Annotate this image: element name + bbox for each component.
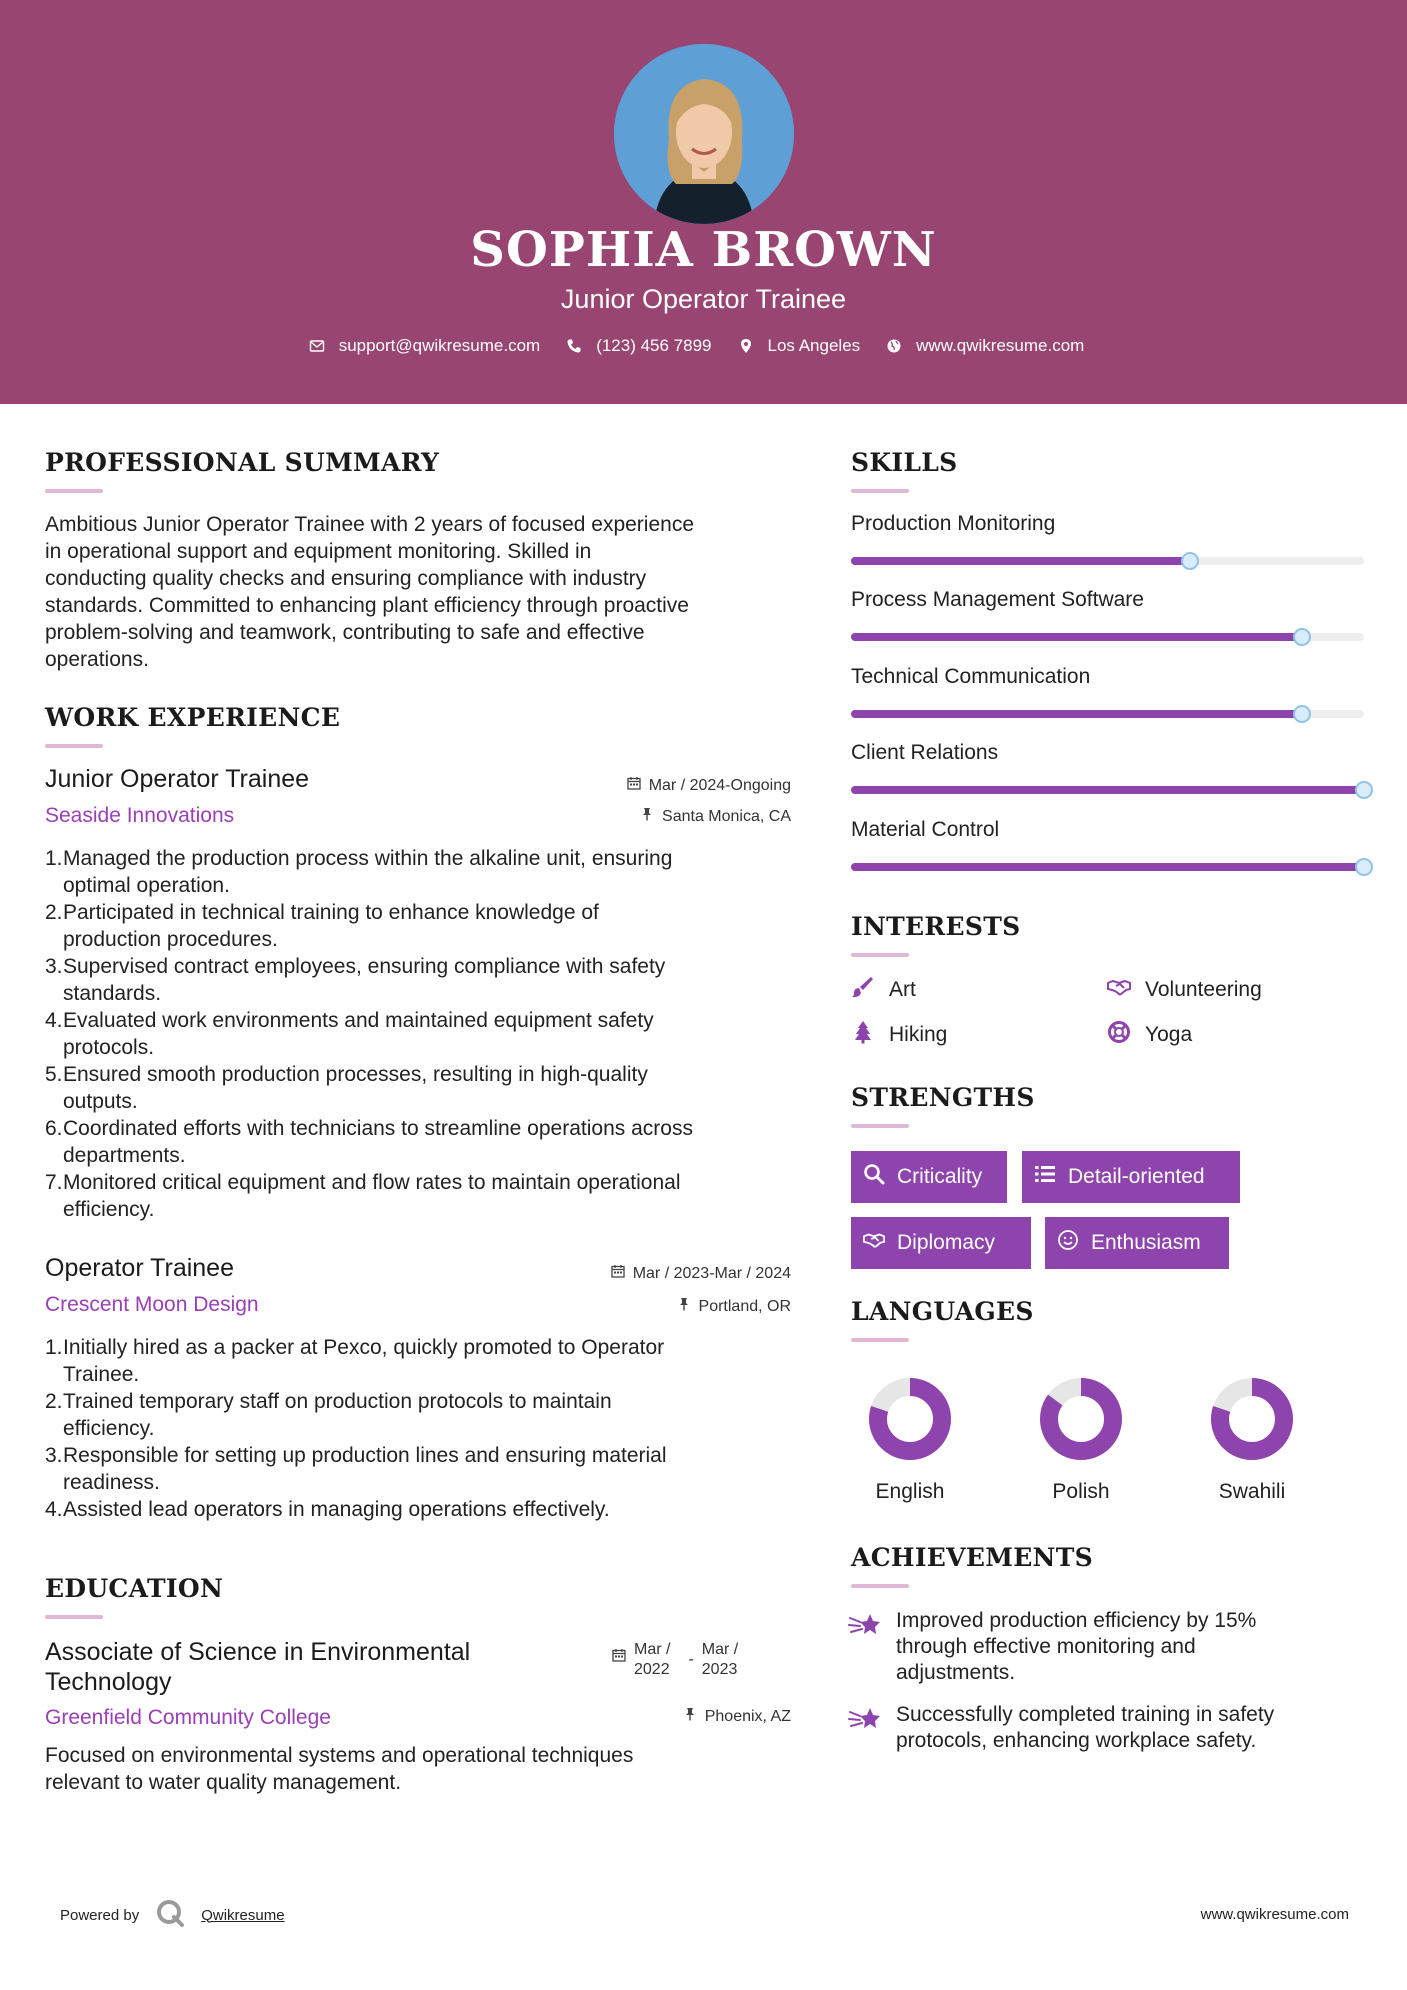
- education-heading: EDUCATION: [45, 1574, 224, 1603]
- language-item: [1021, 1376, 1141, 1504]
- skill-bar-fill: [851, 786, 1364, 794]
- phone-icon: [566, 338, 582, 354]
- skill-label: Process Management Software: [851, 588, 1144, 611]
- interest-label: Art: [889, 978, 916, 1001]
- skill-bar-knob: [1355, 858, 1373, 876]
- languages-underline: [851, 1338, 909, 1342]
- summary-text: [45, 511, 805, 673]
- date-start-year: 2022: [634, 1661, 670, 1678]
- summary-line: conducting quality checks and ensuring compliance with industry: [45, 567, 647, 590]
- skill-label: Production Monitoring: [851, 512, 1056, 535]
- education-line: relevant to water quality management.: [45, 1771, 402, 1794]
- achievement-item: [848, 1608, 1368, 1686]
- skill-bar: [851, 557, 1364, 565]
- strength-badge: [851, 1151, 1007, 1203]
- interest-label: Hiking: [889, 1023, 948, 1046]
- tree-icon: [851, 1020, 875, 1050]
- contact-website[interactable]: www.qwikresume.com: [916, 336, 1085, 355]
- interest-item: [851, 975, 916, 1005]
- date-start-month: Mar /: [634, 1641, 671, 1658]
- shooting-star-icon: [848, 1702, 882, 1754]
- strength-label: Diplomacy: [897, 1231, 996, 1254]
- job-dates-text: Mar / 2024-Ongoing: [648, 776, 791, 794]
- skill-bar-fill: [851, 863, 1364, 871]
- achievement-item: [848, 1702, 1368, 1754]
- summary-line: in operational support and equipment monitoring. Skilled in: [45, 540, 592, 563]
- interests-underline: [851, 953, 909, 957]
- language-donut: [867, 1376, 953, 1462]
- language-item: [1192, 1376, 1312, 1504]
- job-title: Operator Trainee: [45, 1254, 234, 1282]
- contact-bar: [0, 336, 1407, 356]
- job-duties: [45, 845, 815, 1223]
- language-donut: [1209, 1376, 1295, 1462]
- interest-item: [1107, 1020, 1192, 1050]
- degree-line: Technology: [45, 1668, 172, 1696]
- list-item: 3. Supervised contract employees, ensuring compliance with safety standards.: [45, 955, 666, 1005]
- candidate-title: Junior Operator Trainee: [560, 284, 847, 314]
- language-donut: [1038, 1376, 1124, 1462]
- job-dates-text: Mar / 2023-Mar / 2024: [632, 1264, 791, 1282]
- pushpin-icon: [677, 1297, 691, 1316]
- skill-bar: [851, 710, 1364, 718]
- strengths-heading: STRENGTHS: [851, 1083, 1035, 1112]
- interest-label: Yoga: [1145, 1023, 1193, 1046]
- strength-label: Detail-oriented: [1068, 1165, 1205, 1188]
- education-location-text: Phoenix, AZ: [704, 1707, 791, 1725]
- achievement-line: through effective monitoring and: [896, 1635, 1196, 1658]
- search-icon: [863, 1163, 885, 1191]
- education-underline: [45, 1615, 103, 1619]
- powered-by-label: Powered by: [60, 1906, 140, 1924]
- strength-badge: [851, 1217, 1031, 1269]
- languages-heading: LANGUAGES: [851, 1297, 1034, 1326]
- list-icon: [1034, 1163, 1056, 1191]
- education-description: [45, 1742, 805, 1796]
- skill-label: Material Control: [851, 818, 1000, 841]
- summary-heading: PROFESSIONAL SUMMARY: [45, 448, 440, 477]
- interests-heading: INTERESTS: [851, 912, 1021, 941]
- achievement-line: protocols, enhancing workplace safety.: [896, 1729, 1257, 1752]
- strengths-underline: [851, 1124, 909, 1128]
- degree-title: [45, 1637, 470, 1697]
- paint-brush-icon: [851, 975, 875, 1005]
- skill-bar-knob: [1355, 781, 1373, 799]
- skill-bar: [851, 863, 1364, 871]
- date-separator: -: [688, 1651, 694, 1668]
- brand-link[interactable]: Qwikresume: [201, 1906, 285, 1924]
- calendar-icon: [611, 1264, 625, 1283]
- skill-bar-fill: [851, 633, 1302, 641]
- date-end-year: 2023: [701, 1661, 738, 1678]
- skill-bar: [851, 786, 1364, 794]
- skill-bar: [851, 633, 1364, 641]
- strength-label: Criticality: [897, 1165, 983, 1188]
- envelope-icon: [309, 338, 325, 354]
- list-item: 5. Ensured smooth production processes, resulting in high-quality outputs.: [45, 1063, 648, 1113]
- job-dates: [520, 1264, 791, 1283]
- language-name: English: [875, 1480, 945, 1503]
- experience-underline: [45, 744, 103, 748]
- handshake-icon: [863, 1229, 885, 1257]
- map-pin-icon: [738, 338, 754, 354]
- contact-email[interactable]: support@qwikresume.com: [338, 336, 541, 355]
- skills-underline: [851, 489, 909, 493]
- handshake-icon: [1107, 975, 1131, 1005]
- list-item: 2. Participated in technical training to enhance knowledge of production procedures.: [45, 901, 599, 951]
- degree-line: Associate of Science in Environmental: [45, 1638, 471, 1666]
- education-location: [560, 1707, 791, 1726]
- footer-website[interactable]: www.qwikresume.com: [1200, 1906, 1349, 1923]
- calendar-icon: [612, 1648, 626, 1668]
- strength-label: Enthusiasm: [1091, 1231, 1201, 1254]
- list-item: 1. Initially hired as a packer at Pexco, quickly promoted to Operator Trainee.: [45, 1336, 665, 1386]
- experience-heading: WORK EXPERIENCE: [45, 703, 341, 732]
- pushpin-icon: [683, 1707, 697, 1726]
- calendar-icon: [627, 776, 641, 795]
- company-name: Seaside Innovations: [45, 804, 235, 827]
- interest-label: Volunteering: [1145, 978, 1262, 1001]
- shooting-star-icon: [848, 1608, 882, 1686]
- language-name: Swahili: [1218, 1480, 1286, 1503]
- skill-bar-knob: [1181, 552, 1199, 570]
- language-item: [850, 1376, 970, 1504]
- company-name: Crescent Moon Design: [45, 1293, 259, 1316]
- job-title: Junior Operator Trainee: [45, 765, 310, 793]
- contact-phone[interactable]: (123) 456 7899: [596, 336, 712, 355]
- education-line: Focused on environmental systems and operational techniques: [45, 1744, 634, 1767]
- achievements-underline: [851, 1584, 909, 1588]
- school-name: Greenfield Community College: [45, 1706, 331, 1729]
- contact-location: Los Angeles: [767, 336, 861, 355]
- language-name: Polish: [1052, 1480, 1110, 1503]
- achievement-line: Improved production efficiency by 15%: [896, 1609, 1257, 1632]
- summary-line: operations.: [45, 648, 149, 671]
- achievements-heading: ACHIEVEMENTS: [851, 1543, 1093, 1572]
- strength-badge: [1022, 1151, 1240, 1203]
- interest-item: [1107, 975, 1262, 1005]
- achievement-line: adjustments.: [896, 1661, 1016, 1684]
- job-location-text: Portland, OR: [698, 1297, 791, 1315]
- job-location: [560, 1297, 791, 1316]
- candidate-name: SOPHIA BROWN: [470, 222, 937, 278]
- header-banner: [0, 0, 1407, 404]
- summary-line: Ambitious Junior Operator Trainee with 2 years of focused experience: [45, 513, 695, 536]
- job-location: [560, 807, 791, 826]
- skill-bar-knob: [1293, 628, 1311, 646]
- profile-photo: [614, 44, 794, 224]
- skill-bar-fill: [851, 710, 1302, 718]
- summary-line: problem-solving and teamwork, contributing to safe and effective: [45, 621, 645, 644]
- qwikresume-logo-icon: [155, 1898, 185, 1932]
- globe-icon: [886, 338, 902, 354]
- list-item: 3. Responsible for setting up production lines and ensuring material readiness.: [45, 1444, 667, 1494]
- list-item: 7. Monitored critical equipment and flow rates to maintain operational efficiency.: [45, 1171, 681, 1221]
- list-item: 2. Trained temporary staff on production protocols to maintain efficiency.: [45, 1390, 612, 1440]
- skill-label: Client Relations: [851, 741, 999, 764]
- list-item: 6. Coordinated efforts with technicians to streamline operations across departments.: [45, 1117, 693, 1167]
- skill-label: Technical Communication: [851, 665, 1091, 688]
- list-item: 1. Managed the production process within the alkaline unit, ensuring optimal operation.: [45, 847, 673, 897]
- skill-bar-fill: [851, 557, 1190, 565]
- summary-underline: [45, 489, 103, 493]
- life-ring-icon: [1107, 1020, 1131, 1050]
- footer-powered-by: [60, 1898, 285, 1932]
- skill-bar-knob: [1293, 705, 1311, 723]
- interest-item: [851, 1020, 947, 1050]
- skills-heading: SKILLS: [851, 448, 958, 477]
- job-duties: [45, 1334, 815, 1523]
- job-dates: [560, 776, 791, 795]
- list-item: 4. Assisted lead operators in managing operations effectively.: [45, 1498, 610, 1521]
- achievement-line: Successfully completed training in safety: [896, 1703, 1275, 1726]
- pushpin-icon: [640, 807, 654, 826]
- strength-badge: [1045, 1217, 1229, 1269]
- education-dates: [612, 1640, 738, 1680]
- date-end-month: Mar /: [701, 1641, 739, 1658]
- list-item: 4. Evaluated work environments and maintained equipment safety protocols.: [45, 1009, 654, 1059]
- summary-line: standards. Committed to enhancing plant efficiency through proactive: [45, 594, 689, 617]
- job-location-text: Santa Monica, CA: [662, 807, 791, 825]
- smile-icon: [1057, 1229, 1079, 1257]
